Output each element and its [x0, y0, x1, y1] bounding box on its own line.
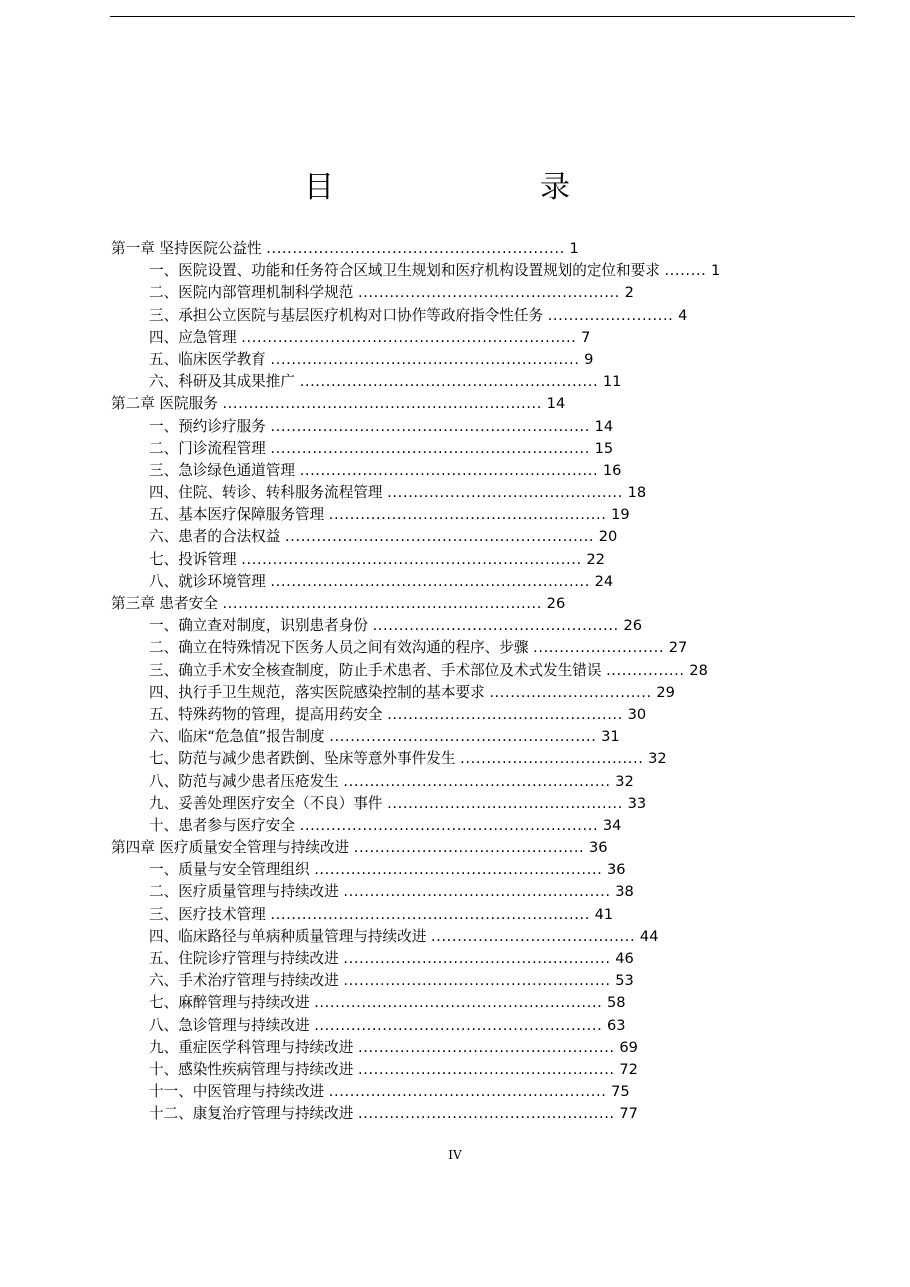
toc-entry-label: 七、麻醉管理与持续改进 — [149, 994, 310, 1012]
toc-entry-page: 36 — [588, 839, 608, 857]
toc-section-entry[interactable] — [111, 970, 720, 992]
toc-dot-leader: ........................................................... — [285, 528, 595, 546]
toc-dot-leader: ............................................................. — [270, 905, 590, 923]
toc-dot-leader: ................................... — [460, 750, 644, 768]
toc-dot-leader: ....................................................... — [314, 1016, 603, 1034]
toc-entry-page: 36 — [606, 861, 626, 879]
toc-dot-leader: ................................................... — [329, 728, 597, 746]
toc-entry-label: 二、门诊流程管理 — [149, 439, 266, 457]
toc-entry-label: 五、临床医学教育 — [149, 350, 266, 368]
toc-dot-leader: ............................... — [489, 683, 652, 701]
toc-entry-label: 五、特殊药物的管理，提高用药安全 — [149, 705, 383, 723]
toc-dot-leader: ......................................................... — [266, 240, 565, 257]
toc-entry-label: 八、就诊环境管理 — [149, 572, 266, 590]
toc-section-entry[interactable] — [111, 904, 720, 926]
toc-entry-page: 33 — [627, 794, 647, 812]
toc-entry-page: 34 — [602, 816, 622, 834]
toc-entry-label: 七、投诉管理 — [149, 550, 237, 568]
page-number: IV — [448, 1148, 462, 1162]
toc-entry-label: 九、重症医学科管理与持续改进 — [149, 1038, 354, 1056]
toc-entry-label: 十二、康复治疗管理与持续改进 — [149, 1105, 354, 1123]
toc-entry-page: 58 — [606, 994, 626, 1012]
toc-entry-page: 19 — [611, 506, 630, 524]
toc-entry-page: 28 — [689, 661, 708, 679]
toc-entry-label: 五、住院诊疗管理与持续改进 — [149, 950, 339, 967]
toc-entry-page: 14 — [546, 395, 566, 413]
toc-entry-page: 20 — [598, 528, 618, 546]
toc-dot-leader: ....................................... — [430, 927, 636, 945]
toc-dot-leader: ................................................. — [357, 1060, 615, 1078]
toc-chapter-entry[interactable] — [111, 593, 720, 615]
toc-dot-leader: ............................................. — [387, 484, 623, 502]
toc-entry-page: 27 — [668, 639, 688, 657]
toc-entry-label: 三、确立手术安全核查制度，防止手术患者、手术部位及术式发生错误 — [149, 661, 602, 679]
toc-section-entry[interactable] — [111, 571, 720, 593]
toc-dot-leader: ............................................... — [372, 617, 619, 635]
toc-entry-page: 2 — [624, 284, 634, 302]
toc-entry-page: 24 — [594, 572, 614, 590]
toc-entry-page: 30 — [627, 705, 647, 723]
toc-entry-page: 46 — [615, 950, 634, 967]
toc-section-entry[interactable] — [111, 460, 720, 482]
toc-section-entry[interactable] — [111, 416, 720, 438]
toc-entry-label: 一、医院设置、功能和任务符合区域卫生规划和医疗机构设置规划的定位和要求 — [149, 262, 660, 280]
toc-entry-label: 二、确立在特殊情况下医务人员之间有效沟通的程序、步骤 — [149, 639, 529, 657]
toc-dot-leader: ............... — [606, 661, 685, 679]
toc-section-entry[interactable] — [111, 371, 720, 393]
toc-entry-page: 69 — [619, 1038, 638, 1056]
toc-entry-label: 十、感染性疾病管理与持续改进 — [149, 1060, 354, 1078]
toc-entry-page: 16 — [602, 461, 622, 479]
toc-dot-leader: ............................................. — [387, 794, 623, 812]
toc-section-entry[interactable] — [111, 1059, 720, 1081]
toc-entry-page: 1 — [711, 262, 721, 280]
toc-entry-page: 29 — [656, 683, 675, 701]
toc-entry-page: 63 — [606, 1016, 626, 1034]
toc-chapter-entry[interactable] — [111, 238, 720, 260]
toc-section-entry[interactable] — [111, 260, 720, 282]
toc-entry-page: 44 — [639, 927, 659, 945]
toc-dot-leader: ............................................. — [387, 705, 623, 723]
toc-entry-label: 一、预约诊疗服务 — [149, 417, 266, 435]
toc-entry-page: 26 — [546, 595, 566, 612]
toc-section-entry[interactable] — [111, 1037, 720, 1059]
toc-entry-page: 1 — [569, 240, 579, 257]
toc-dot-leader: ................................................... — [343, 950, 611, 967]
toc-section-entry[interactable] — [111, 282, 720, 304]
toc-entry-label: 六、手术治疗管理与持续改进 — [149, 972, 339, 990]
toc-entry-page: 32 — [615, 772, 634, 790]
toc-dot-leader: ................................................................. — [241, 550, 582, 568]
toc-section-entry[interactable] — [111, 482, 720, 504]
toc-dot-leader: ............................................ — [353, 839, 585, 857]
toc-entry-page: 53 — [615, 972, 634, 990]
toc-dot-leader: ......................................................... — [299, 816, 599, 834]
toc-entry-label: 十、患者参与医疗安全 — [149, 816, 295, 834]
toc-entry-label: 四、临床路径与单病种质量管理与持续改进 — [149, 927, 427, 945]
toc-entry-label: 二、医院内部管理机制科学规范 — [149, 284, 354, 302]
toc-section-entry[interactable] — [111, 305, 720, 327]
toc-section-entry[interactable] — [111, 549, 720, 571]
toc-section-entry[interactable] — [111, 682, 720, 704]
toc-dot-leader: ............................................................. — [222, 395, 543, 413]
toc-entry-page: 32 — [648, 750, 667, 768]
toc-section-entry[interactable] — [111, 438, 720, 460]
toc-section-entry[interactable] — [111, 793, 720, 815]
toc-entry-label: 三、医疗技术管理 — [149, 905, 266, 923]
toc-entry-label: 四、应急管理 — [149, 328, 237, 346]
toc-section-entry[interactable] — [111, 704, 720, 726]
toc-entry-label: 五、基本医疗保障服务管理 — [149, 506, 325, 524]
toc-entry-label: 第一章 坚持医院公益性 — [111, 240, 262, 257]
toc-entry-label: 七、防范与减少患者跌倒、坠床等意外事件发生 — [149, 750, 456, 768]
toc-entry-page: 38 — [615, 883, 634, 901]
toc-entry-label: 第四章 医疗质量安全管理与持续改进 — [111, 839, 350, 857]
toc-entry-label: 一、质量与安全管理组织 — [149, 861, 310, 879]
toc-entry-label: 四、住院、转诊、转科服务流程管理 — [149, 484, 383, 502]
toc-dot-leader: ............................................................. — [270, 572, 590, 590]
toc-section-entry[interactable] — [111, 504, 720, 526]
toc-entry-page: 11 — [602, 373, 622, 391]
toc-dot-leader: ....................................................... — [314, 994, 603, 1012]
toc-entry-page: 41 — [594, 905, 614, 923]
toc-entry-page: 7 — [581, 328, 591, 346]
toc-entry-label: 第三章 患者安全 — [111, 595, 218, 612]
toc-section-entry[interactable] — [111, 327, 720, 349]
toc-entry-page: 14 — [594, 417, 614, 435]
toc-dot-leader: ..................................................... — [328, 506, 607, 524]
toc-entry-page: 77 — [619, 1105, 638, 1123]
toc-chapter-entry[interactable] — [111, 393, 720, 415]
toc-dot-leader: ................................................... — [343, 972, 611, 990]
toc-dot-leader: ......................................................... — [299, 461, 599, 479]
toc-dot-leader: ........ — [664, 262, 707, 280]
toc-dot-leader: ....................................................... — [314, 861, 603, 879]
toc-dot-leader: ................................................... — [343, 772, 611, 790]
toc-section-entry[interactable] — [111, 881, 720, 903]
toc-entry-page: 31 — [601, 728, 620, 746]
toc-section-entry[interactable] — [111, 1081, 720, 1103]
toc-section-entry[interactable] — [111, 948, 720, 970]
toc-entry-label: 八、防范与减少患者压疮发生 — [149, 772, 339, 790]
table-of-contents — [111, 238, 720, 1126]
toc-entry-label: 第二章 医院服务 — [111, 395, 218, 413]
toc-entry-page: 26 — [623, 617, 643, 635]
toc-dot-leader: ............................................................. — [222, 595, 543, 612]
toc-entry-label: 六、科研及其成果推广 — [149, 373, 295, 391]
toc-section-entry[interactable] — [111, 637, 720, 659]
toc-title: 目 录 — [304, 170, 658, 205]
toc-entry-label: 六、患者的合法权益 — [149, 528, 281, 546]
toc-entry-page: 22 — [586, 550, 605, 568]
toc-section-entry[interactable] — [111, 859, 720, 881]
toc-section-entry[interactable] — [111, 726, 720, 748]
toc-entry-label: 八、急诊管理与持续改进 — [149, 1016, 310, 1034]
toc-dot-leader: ..................................................... — [328, 1083, 607, 1101]
toc-dot-leader: ............................................................. — [270, 439, 590, 457]
toc-chapter-entry[interactable] — [111, 837, 720, 859]
toc-dot-leader: ........................ — [547, 306, 674, 324]
toc-dot-leader: ............................................................. — [270, 417, 590, 435]
toc-entry-label: 六、临床“危急值”报告制度 — [149, 728, 325, 746]
toc-dot-leader: .................................................. — [357, 284, 620, 302]
toc-entry-label: 九、妥善处理医疗安全（不良）事件 — [149, 794, 383, 812]
toc-entry-page: 75 — [611, 1083, 630, 1101]
toc-section-entry[interactable] — [111, 660, 720, 682]
toc-section-entry[interactable] — [111, 1015, 720, 1037]
toc-entry-page: 4 — [678, 306, 688, 324]
toc-entry-label: 三、急诊绿色通道管理 — [149, 461, 295, 479]
toc-dot-leader: ................................................................ — [241, 328, 577, 346]
toc-section-entry[interactable] — [111, 615, 720, 637]
toc-section-entry[interactable] — [111, 992, 720, 1014]
toc-entry-label: 一、确立查对制度，识别患者身份 — [149, 617, 368, 635]
toc-dot-leader: ........................................................... — [270, 350, 580, 368]
toc-entry-label: 二、医疗质量管理与持续改进 — [149, 883, 339, 901]
toc-dot-leader: ......................................................... — [299, 373, 599, 391]
toc-entry-page: 18 — [627, 484, 647, 502]
toc-entry-label: 四、执行手卫生规范，落实医院感染控制的基本要求 — [149, 683, 485, 701]
toc-section-entry[interactable] — [111, 1103, 720, 1125]
toc-entry-page: 9 — [584, 350, 594, 368]
toc-entry-label: 三、承担公立医院与基层医疗机构对口协作等政府指令性任务 — [149, 306, 544, 324]
toc-dot-leader: ................................................. — [357, 1105, 615, 1123]
toc-dot-leader: ................................................. — [357, 1038, 615, 1056]
header-rule — [110, 16, 855, 17]
toc-section-entry[interactable] — [111, 815, 720, 837]
toc-dot-leader: ................................................... — [343, 883, 611, 901]
toc-section-entry[interactable] — [111, 926, 720, 948]
toc-dot-leader: ......................... — [533, 639, 665, 657]
toc-entry-label: 十一、中医管理与持续改进 — [149, 1083, 325, 1101]
toc-section-entry[interactable] — [111, 349, 720, 371]
toc-section-entry[interactable] — [111, 526, 720, 548]
toc-section-entry[interactable] — [111, 748, 720, 770]
toc-entry-page: 72 — [619, 1060, 638, 1078]
toc-entry-page: 15 — [594, 439, 614, 457]
toc-section-entry[interactable] — [111, 771, 720, 793]
